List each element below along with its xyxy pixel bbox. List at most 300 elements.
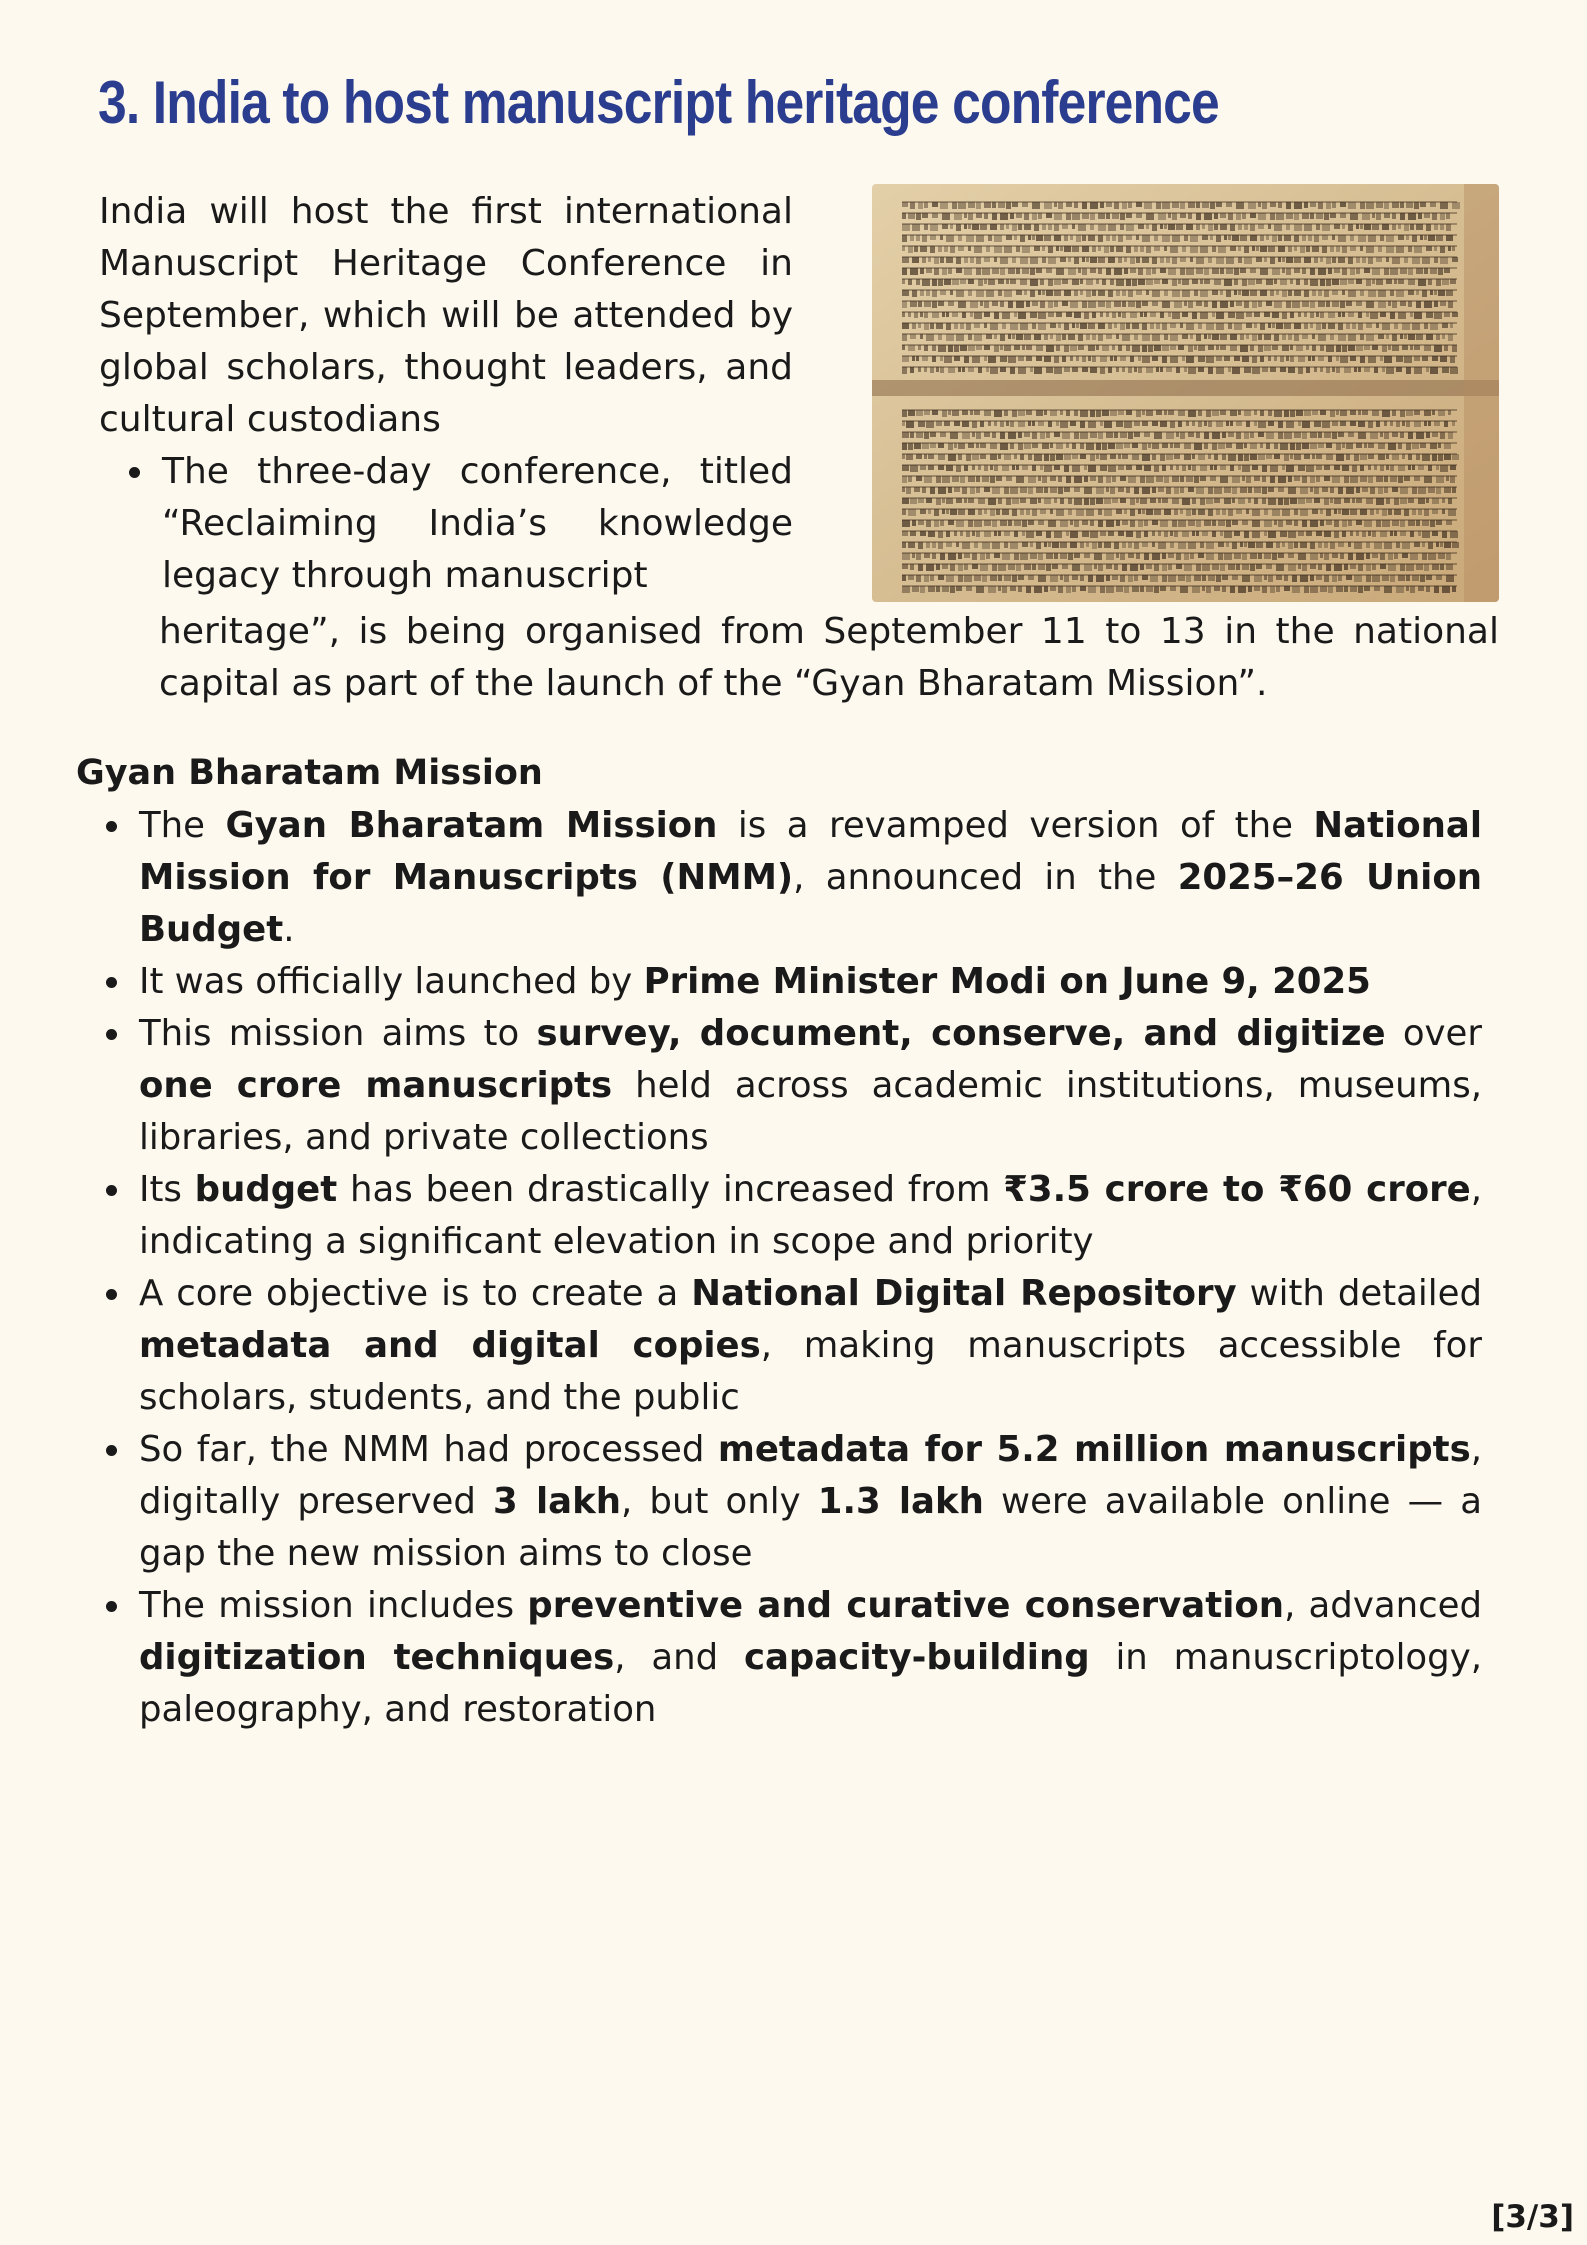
script-glyph	[1038, 213, 1042, 219]
script-glyph	[1250, 454, 1257, 460]
script-glyph	[1440, 564, 1444, 570]
script-glyph	[1090, 531, 1098, 538]
script-glyph	[1096, 443, 1101, 450]
script-glyph	[1032, 323, 1036, 329]
script-glyph	[1216, 323, 1224, 330]
script-glyph	[908, 476, 912, 482]
script-glyph	[1168, 553, 1174, 558]
script-glyph	[1170, 246, 1178, 253]
script-glyph	[924, 575, 929, 582]
script-glyph	[1096, 487, 1104, 494]
script-glyph	[1206, 410, 1211, 417]
script-glyph	[1084, 564, 1092, 571]
script-glyph	[984, 279, 987, 284]
script-glyph	[1082, 520, 1088, 525]
script-glyph	[1268, 531, 1276, 538]
script-glyph	[1234, 268, 1239, 275]
script-glyph	[946, 542, 952, 547]
script-glyph	[1032, 432, 1037, 439]
script-glyph	[1216, 509, 1220, 515]
script-glyph	[1204, 213, 1212, 220]
script-glyph	[1276, 575, 1282, 580]
script-glyph	[1172, 312, 1180, 319]
script-glyph	[1016, 301, 1024, 308]
script-glyph	[1428, 487, 1435, 493]
script-glyph	[1024, 334, 1031, 340]
script-glyph	[914, 246, 918, 252]
script-glyph	[1152, 443, 1159, 449]
script-glyph	[984, 356, 987, 361]
script-glyph	[1234, 279, 1238, 285]
script-glyph	[1390, 465, 1394, 471]
script-glyph	[938, 334, 942, 340]
script-glyph	[1452, 454, 1459, 460]
script-glyph	[1288, 290, 1292, 296]
script-glyph	[1356, 257, 1360, 263]
script-glyph	[1282, 290, 1287, 297]
script-glyph	[1426, 334, 1433, 340]
script-glyph	[934, 509, 939, 516]
script-glyph	[1294, 257, 1301, 263]
script-glyph	[1368, 257, 1373, 264]
bullet-dot	[106, 1289, 117, 1300]
script-glyph	[1420, 202, 1426, 207]
script-glyph	[902, 476, 907, 483]
script-glyph	[1032, 235, 1035, 240]
script-glyph	[1360, 246, 1363, 251]
script-glyph	[1228, 432, 1234, 437]
script-glyph	[1362, 531, 1366, 537]
script-glyph	[1274, 224, 1282, 231]
script-glyph	[1126, 465, 1132, 470]
script-glyph	[928, 257, 931, 262]
script-glyph	[1254, 421, 1257, 426]
script-glyph	[938, 531, 943, 538]
script-glyph	[910, 367, 914, 373]
script-glyph	[950, 564, 955, 571]
bold-text: National Mission for Manuscripts (NMM)	[139, 805, 1483, 898]
script-glyph	[974, 542, 978, 548]
script-glyph	[1390, 531, 1393, 536]
script-glyph	[1406, 202, 1413, 208]
script-glyph	[1098, 432, 1103, 439]
script-glyph	[1172, 279, 1177, 286]
script-glyph	[1278, 520, 1283, 527]
text-run: in manuscriptology, paleography, and restoration	[139, 1637, 1482, 1730]
script-glyph	[1226, 202, 1232, 207]
script-glyph	[916, 575, 921, 582]
script-glyph	[980, 224, 987, 230]
script-glyph	[1276, 564, 1284, 571]
script-glyph	[1414, 542, 1420, 547]
script-glyph	[976, 290, 984, 297]
script-glyph	[1008, 520, 1012, 526]
script-glyph	[1294, 454, 1301, 460]
script-glyph	[1004, 246, 1012, 253]
script-glyph	[1012, 224, 1017, 231]
script-glyph	[1242, 476, 1245, 481]
script-glyph	[1426, 246, 1432, 251]
script-glyph	[1258, 432, 1264, 437]
script-glyph	[1010, 443, 1014, 449]
script-glyph	[1362, 257, 1366, 263]
section-heading: Gyan Bharatam Mission	[76, 753, 543, 793]
script-glyph	[1052, 542, 1059, 548]
script-glyph	[1344, 476, 1349, 483]
script-glyph	[1378, 301, 1386, 308]
script-glyph	[1432, 454, 1437, 461]
script-glyph	[1090, 432, 1097, 438]
script-glyph	[992, 268, 999, 274]
script-glyph	[1154, 509, 1161, 515]
script-glyph	[1192, 279, 1198, 284]
script-glyph	[1298, 356, 1305, 362]
script-glyph	[1168, 564, 1172, 570]
script-glyph	[1418, 465, 1424, 470]
script-glyph	[968, 476, 975, 482]
script-glyph	[990, 454, 997, 460]
script-glyph	[1300, 487, 1308, 494]
script-glyph	[1248, 202, 1256, 209]
script-glyph	[1258, 421, 1266, 428]
script-glyph	[1440, 356, 1447, 362]
script-glyph	[1440, 465, 1448, 472]
script-glyph	[1242, 290, 1249, 296]
script-glyph	[1036, 410, 1043, 416]
script-glyph	[1128, 202, 1132, 208]
script-glyph	[1444, 312, 1450, 317]
script-glyph	[1452, 202, 1460, 209]
script-glyph	[930, 432, 936, 437]
script-glyph	[1304, 290, 1309, 297]
script-glyph	[1030, 367, 1033, 372]
script-glyph	[1126, 487, 1130, 493]
script-glyph	[1160, 520, 1168, 527]
script-glyph	[1102, 279, 1106, 285]
script-glyph	[1204, 520, 1211, 526]
script-glyph	[1294, 476, 1300, 481]
script-glyph	[1342, 465, 1349, 471]
script-glyph	[1200, 246, 1208, 253]
script-glyph	[1268, 421, 1274, 426]
script-glyph	[1086, 509, 1094, 516]
script-glyph	[916, 476, 922, 481]
script-glyph	[964, 268, 972, 275]
script-glyph	[952, 312, 958, 317]
manuscript-fold	[872, 380, 1499, 396]
script-glyph	[1236, 443, 1243, 449]
script-glyph	[990, 476, 995, 483]
script-glyph	[1162, 345, 1169, 351]
script-glyph	[1010, 421, 1014, 427]
script-glyph	[1196, 224, 1200, 230]
script-glyph	[958, 564, 963, 571]
script-glyph	[984, 531, 991, 537]
script-glyph	[1022, 246, 1030, 253]
script-glyph	[994, 531, 997, 536]
script-glyph	[902, 312, 905, 317]
bullet-dot	[106, 1601, 117, 1612]
script-glyph	[1444, 268, 1450, 273]
script-glyph	[902, 290, 909, 296]
script-glyph	[1408, 213, 1416, 220]
script-glyph	[1270, 202, 1276, 207]
script-glyph	[1406, 367, 1411, 374]
script-glyph	[906, 487, 911, 494]
script-glyph	[1026, 509, 1030, 515]
script-glyph	[1442, 279, 1449, 285]
script-glyph	[1190, 257, 1193, 262]
script-glyph	[1098, 224, 1106, 231]
script-glyph	[1310, 323, 1313, 328]
script-glyph	[1072, 443, 1076, 449]
script-glyph	[1284, 575, 1288, 581]
script-glyph	[946, 509, 949, 514]
script-glyph	[1408, 279, 1415, 285]
script-glyph	[1406, 564, 1414, 571]
script-glyph	[1302, 235, 1306, 241]
script-glyph	[1066, 312, 1072, 317]
script-glyph	[958, 301, 966, 308]
script-glyph	[1100, 465, 1107, 471]
script-glyph	[1410, 224, 1414, 230]
script-glyph	[1034, 334, 1041, 340]
script-glyph	[1260, 410, 1264, 416]
script-glyph	[1050, 443, 1053, 448]
script-glyph	[940, 235, 943, 240]
script-glyph	[1142, 575, 1148, 580]
script-glyph	[1044, 454, 1049, 461]
script-glyph	[1342, 268, 1347, 275]
script-glyph	[1238, 290, 1241, 295]
script-glyph	[1320, 553, 1323, 558]
script-glyph	[1434, 421, 1440, 426]
script-glyph	[1030, 498, 1037, 504]
script-glyph	[1214, 487, 1222, 494]
script-glyph	[1108, 257, 1115, 263]
script-glyph	[1376, 323, 1379, 328]
script-glyph	[1392, 410, 1396, 416]
script-glyph	[1448, 432, 1453, 439]
script-glyph	[1222, 586, 1226, 592]
script-glyph	[1138, 268, 1143, 275]
script-glyph	[1292, 586, 1300, 593]
script-glyph	[902, 257, 909, 263]
script-glyph	[1402, 454, 1405, 459]
script-glyph	[1346, 487, 1354, 494]
script-glyph	[1192, 586, 1200, 593]
script-glyph	[1124, 509, 1127, 514]
script-glyph	[1128, 542, 1132, 548]
script-glyph	[1436, 520, 1442, 525]
script-glyph	[1106, 476, 1111, 483]
script-glyph	[1258, 224, 1264, 229]
script-glyph	[1286, 213, 1293, 219]
script-glyph	[1158, 531, 1161, 536]
script-glyph	[1414, 421, 1421, 427]
script-glyph	[908, 213, 915, 219]
script-glyph	[1156, 367, 1159, 372]
script-glyph	[958, 202, 966, 209]
script-glyph	[1296, 410, 1303, 416]
script-glyph	[1120, 498, 1126, 503]
script-glyph	[1118, 235, 1123, 242]
script-glyph	[1430, 290, 1433, 295]
script-glyph	[1062, 432, 1070, 439]
script-glyph	[1452, 586, 1456, 592]
script-glyph	[1118, 410, 1124, 415]
script-glyph	[1078, 345, 1084, 350]
script-glyph	[1072, 575, 1078, 580]
script-glyph	[1408, 432, 1413, 439]
script-glyph	[986, 334, 992, 339]
script-glyph	[1126, 410, 1132, 415]
script-glyph	[1096, 279, 1099, 284]
script-glyph	[1356, 301, 1362, 306]
script-glyph	[1280, 367, 1286, 372]
script-glyph	[1424, 213, 1430, 218]
script-glyph	[1336, 367, 1340, 373]
script-glyph	[1118, 454, 1121, 459]
script-glyph	[1400, 432, 1404, 438]
script-glyph	[1202, 586, 1205, 591]
script-glyph	[910, 301, 917, 307]
script-glyph	[1316, 454, 1322, 459]
script-glyph	[1218, 520, 1225, 526]
script-glyph	[1298, 312, 1301, 317]
script-glyph	[1274, 356, 1277, 361]
script-glyph	[1182, 465, 1186, 471]
script-glyph	[1088, 465, 1096, 472]
script-glyph	[984, 465, 988, 471]
script-glyph	[978, 498, 985, 504]
script-glyph	[1290, 498, 1297, 504]
script-glyph	[1112, 498, 1118, 503]
script-glyph	[1382, 575, 1389, 581]
script-glyph	[924, 224, 928, 230]
script-glyph	[1422, 531, 1430, 538]
script-glyph	[1228, 312, 1235, 318]
script-glyph	[1028, 235, 1031, 240]
script-glyph	[922, 487, 926, 493]
script-glyph	[1260, 443, 1263, 448]
script-glyph	[910, 432, 914, 438]
script-glyph	[1142, 443, 1147, 450]
script-glyph	[1088, 345, 1095, 351]
script-glyph	[1326, 509, 1331, 516]
script-glyph	[980, 564, 988, 571]
script-glyph	[1326, 345, 1334, 352]
script-glyph	[1364, 443, 1367, 448]
script-glyph	[1204, 279, 1210, 284]
text-run: has been drastically increased from	[337, 1169, 1004, 1210]
script-glyph	[1174, 487, 1179, 494]
script-glyph	[1294, 224, 1302, 231]
script-glyph	[946, 575, 954, 582]
script-glyph	[1214, 279, 1221, 285]
script-glyph	[964, 224, 967, 229]
script-glyph	[918, 421, 925, 427]
script-glyph	[930, 235, 936, 240]
script-glyph	[1050, 575, 1058, 582]
script-glyph	[1396, 367, 1402, 372]
script-glyph	[1398, 279, 1404, 284]
script-glyph	[1332, 202, 1336, 208]
script-glyph	[1358, 564, 1363, 571]
script-glyph	[1142, 235, 1150, 242]
script-glyph	[1102, 345, 1109, 351]
script-glyph	[1132, 454, 1139, 460]
script-glyph	[968, 443, 974, 448]
script-glyph	[1178, 575, 1185, 581]
script-glyph	[1320, 520, 1324, 526]
script-glyph	[1196, 564, 1201, 571]
script-glyph	[1002, 553, 1010, 560]
script-glyph	[1328, 323, 1335, 329]
script-glyph	[1430, 367, 1438, 374]
script-glyph	[984, 520, 991, 526]
script-glyph	[1364, 586, 1370, 591]
script-glyph	[1388, 345, 1391, 350]
script-glyph	[1346, 575, 1352, 580]
script-glyph	[1416, 268, 1423, 274]
script-glyph	[1022, 345, 1025, 350]
script-glyph	[1238, 257, 1242, 263]
script-glyph	[1196, 301, 1202, 306]
script-glyph	[1278, 421, 1283, 428]
script-glyph	[994, 257, 997, 262]
script-glyph	[1106, 575, 1110, 581]
script-glyph	[1310, 542, 1315, 549]
script-glyph	[1328, 312, 1335, 318]
script-glyph	[1192, 498, 1196, 504]
script-glyph	[1326, 443, 1332, 448]
script-glyph	[1102, 410, 1109, 416]
script-glyph	[1166, 367, 1172, 372]
script-glyph	[1090, 224, 1094, 230]
script-glyph	[1090, 520, 1094, 526]
script-glyph	[1044, 356, 1051, 362]
script-glyph	[1188, 542, 1196, 549]
script-glyph	[1340, 202, 1346, 207]
script-glyph	[1024, 432, 1030, 437]
bullet-dot	[106, 1029, 117, 1040]
script-glyph	[1260, 356, 1264, 362]
script-glyph	[1152, 334, 1160, 341]
script-glyph	[1260, 323, 1265, 330]
script-glyph	[1066, 531, 1069, 536]
script-glyph	[1116, 443, 1123, 449]
script-glyph	[1032, 421, 1035, 426]
script-glyph	[1392, 487, 1398, 492]
script-glyph	[1186, 224, 1193, 230]
script-glyph	[1422, 356, 1428, 361]
script-glyph	[1068, 509, 1072, 515]
script-glyph	[1044, 465, 1052, 472]
script-glyph	[1330, 213, 1336, 218]
script-glyph	[1376, 421, 1380, 427]
script-glyph	[1368, 476, 1373, 483]
script-glyph	[1126, 323, 1130, 329]
script-glyph	[1220, 410, 1226, 415]
script-glyph	[1178, 421, 1182, 427]
script-glyph	[1006, 279, 1009, 284]
script-glyph	[1448, 498, 1452, 504]
script-glyph	[1112, 476, 1116, 482]
script-glyph	[1286, 301, 1291, 308]
script-glyph	[1062, 356, 1066, 362]
script-glyph	[1152, 301, 1158, 306]
